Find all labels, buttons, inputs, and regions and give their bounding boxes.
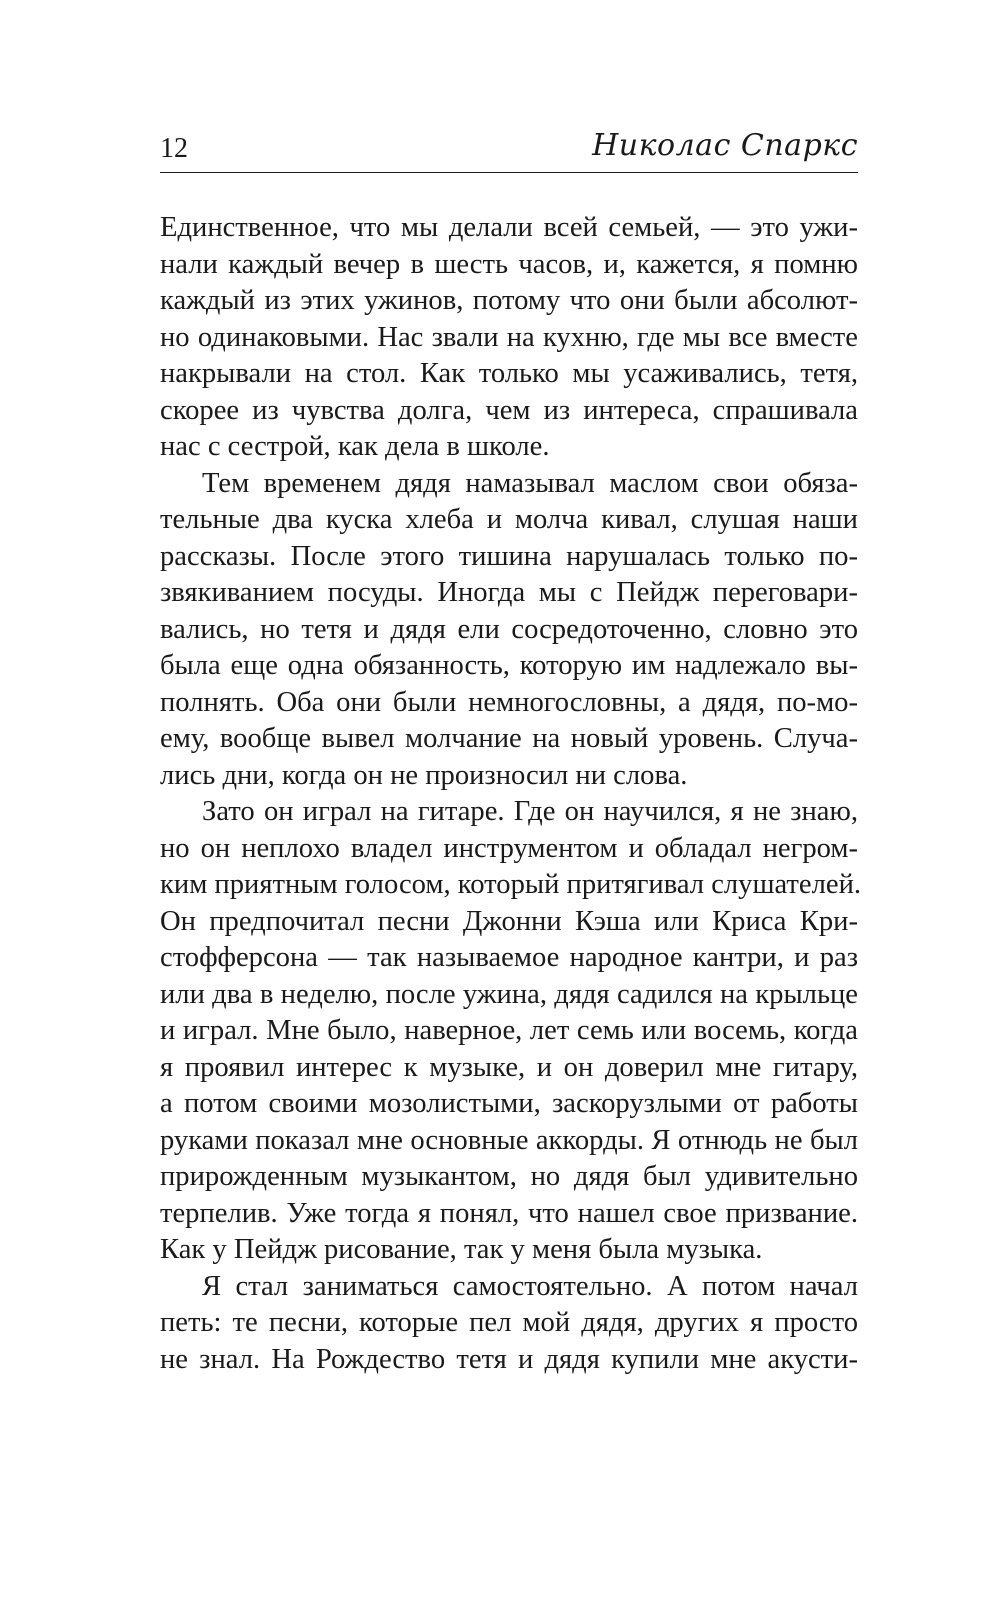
paragraph-4 [160, 1269, 858, 1379]
text-line: Он предпочитал песни Джонни Кэша или Криса Кри- [160, 905, 858, 937]
text-line: ким приятным голосом, который притягивал слушателей. [160, 869, 862, 900]
text-line: рассказы. После этого тишина нарушалась только по- [160, 540, 858, 572]
text-line: но он неплохо владел инструментом и обладал негром- [160, 832, 858, 864]
text-line: и играл. Мне было, наверное, лет семь или восемь, когда [160, 1015, 858, 1046]
text-line: руками показал мне основные аккорды. Я отнюдь не был [160, 1124, 858, 1156]
text-line: тельные два куска хлеба и молча кивал, слушая наши [160, 504, 858, 535]
text-line: не знал. На Рождество тетя и дядя купили мне акусти- [160, 1343, 858, 1375]
text-line: терпелив. Уже тогда я понял, что нашел свое призвание. [160, 1197, 858, 1229]
text-line: я проявил интерес к музыке, и он доверил мне гитару, [160, 1051, 858, 1083]
running-title-author: Николас Спаркс [592, 128, 858, 163]
text-line: Единственное, что мы делали всей семьей, — это ужи- [160, 212, 858, 243]
text-line: Зато он играл на гитаре. Где он научился, я не знаю, [202, 796, 858, 827]
text-line: Я стал заниматься самостоятельно. А потом начал [202, 1270, 858, 1302]
running-header [160, 128, 858, 173]
text-line: но одинаковыми. Нас звали на кухню, где мы все вместе [160, 321, 858, 353]
paragraph-3 [160, 794, 862, 1269]
text-line: лись дни, когда он не произносил ни слова. [160, 759, 688, 791]
text-line: вались, но тетя и дядя ели сосредоточенно, словно это [160, 613, 858, 645]
page-number: 12 [160, 133, 188, 164]
text-line: стофферсона — так называемое народное кантри, и раз [160, 942, 858, 973]
text-line: или два в неделю, после ужина, дядя садился на крыльце [160, 978, 858, 1010]
text-line: полнять. Оба они были немногословны, а дядя, по-мо- [160, 686, 858, 718]
text-line: нас с сестрой, как дела в школе. [160, 431, 550, 462]
text-line: а потом своими мозолистыми, заскорузлыми от работы [160, 1088, 858, 1119]
text-line: петь: те песни, которые пел мой дядя, других я просто [160, 1307, 858, 1338]
text-line: Как у Пейдж рисование, так у меня была музыка. [160, 1234, 763, 1265]
text-line: накрывали на стол. Как только мы усаживались, тетя, [160, 358, 858, 389]
text-line: скорее из чувства долга, чем из интереса, спрашивала [160, 394, 858, 426]
text-line: каждый из этих ужинов, потому что они были абсолют- [160, 285, 858, 316]
text-line: Тем временем дядя намазывал маслом свои обяза- [202, 467, 858, 499]
text-line: прирожденным музыкантом, но дядя был удивительно [160, 1161, 858, 1192]
text-line: ему, вообще вывел молчание на новый уровень. Случа- [160, 723, 858, 754]
paragraph-2 [160, 466, 858, 795]
text-line: звякиванием посуды. Иногда мы с Пейдж переговари- [160, 577, 858, 608]
page-body [160, 210, 862, 1378]
paragraph-1 [160, 210, 858, 466]
text-line: была еще одна обязанность, которую им надлежало вы- [160, 650, 858, 681]
text-line: нали каждый вечер в шесть часов, и, кажется, я помню [160, 248, 858, 280]
